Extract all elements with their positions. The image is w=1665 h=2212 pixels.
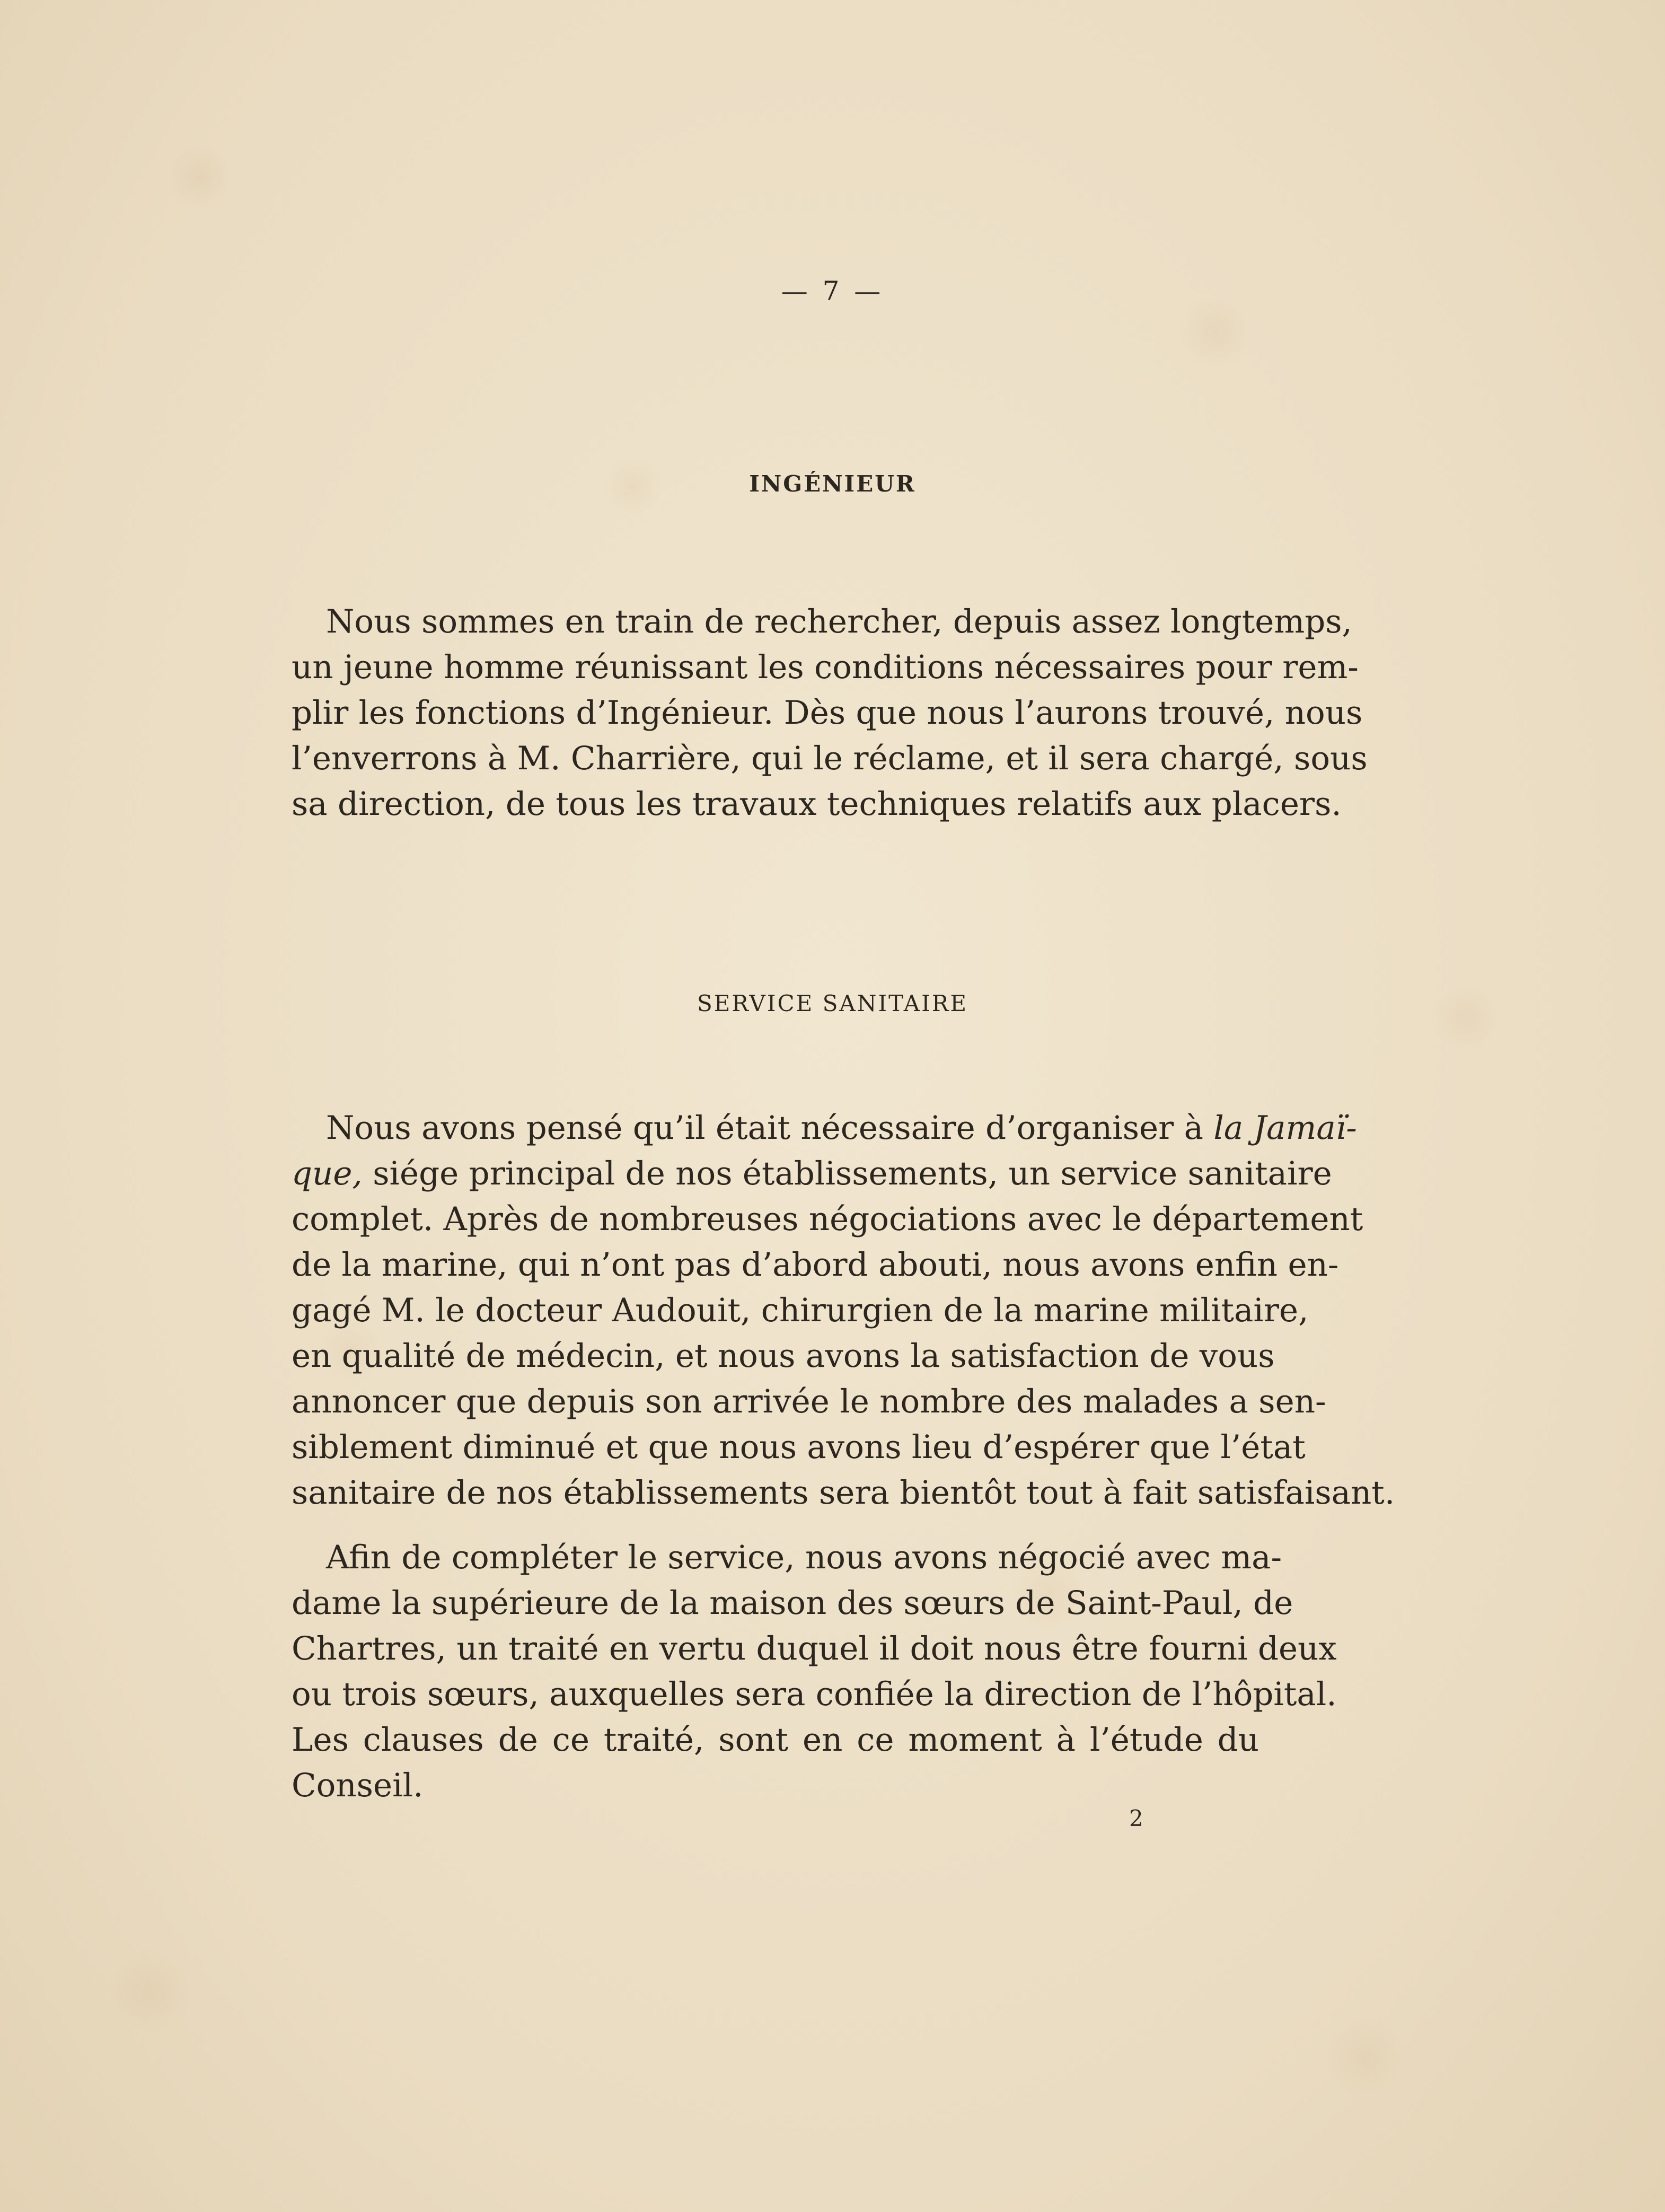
signature-mark: 2 [1129,1805,1143,1831]
paragraph-service-sanitaire-1 [292,1105,1395,1516]
text-line [292,1105,1357,1151]
text-line: Les clauses de ce traité, sont en ce moment à l’étude du [292,1721,1259,1759]
page-number: — 7 — [781,276,884,306]
text-line: Afin de compléter le service, nous avons négocié avec ma- [326,1539,1282,1576]
section-heading-ingenieur: INGÉNIEUR [749,471,916,497]
text-line: plir les fonctions d’Ingénieur. Dès que nous l’aurons trouvé, nous [292,694,1363,732]
text-line: en qualité de médecin, et nous avons la satisfaction de vous [292,1337,1275,1375]
italic-place-name-end: que, [292,1155,363,1192]
text-line: Nous sommes en train de rechercher, depuis assez longtemps, [326,603,1352,640]
text-line: siblement diminué et que nous avons lieu d’espérer que l’état [292,1428,1306,1466]
text-fragment: Nous avons pensé qu’il était nécessaire d’organiser à [326,1109,1204,1147]
text-line: gagé M. le docteur Audouit, chirurgien de la marine militaire, [292,1292,1309,1329]
italic-place-name: la Jamaï- [1213,1109,1357,1147]
text-line: complet. Après de nombreuses négociations avec le département [292,1200,1363,1238]
text-line: dame la supérieure de la maison des sœurs de Saint-Paul, de [292,1584,1293,1622]
text-line: ou trois sœurs, auxquelles sera confiée la direction de l’hôpital. [292,1675,1337,1713]
section-heading-service-sanitaire: SERVICE SANITAIRE [697,990,968,1016]
paragraph-service-sanitaire-2 [292,1535,1337,1809]
text-line: sanitaire de nos établissements sera bientôt tout à fait satisfaisant. [292,1474,1395,1512]
text-line: un jeune homme réunissant les conditions nécessaires pour rem- [292,648,1359,686]
paragraph-ingenieur [292,599,1368,827]
text-line: Chartres, un traité en vertu duquel il doit nous être fourni deux [292,1630,1337,1667]
text-line: sa direction, de tous les travaux techniques relatifs aux placers. [292,785,1342,823]
text-line [292,1151,1332,1197]
text-line: l’enverrons à M. Charrière, qui le réclame, et il sera chargé, sous [292,740,1368,777]
text-line: de la marine, qui n’ont pas d’abord abouti, nous avons enfin en- [292,1246,1339,1284]
text-line: annoncer que depuis son arrivée le nombre des malades a sen- [292,1383,1326,1420]
text-line: Conseil. [292,1767,424,1804]
text-fragment: siége principal de nos établissements, un service sanitaire [373,1155,1332,1192]
